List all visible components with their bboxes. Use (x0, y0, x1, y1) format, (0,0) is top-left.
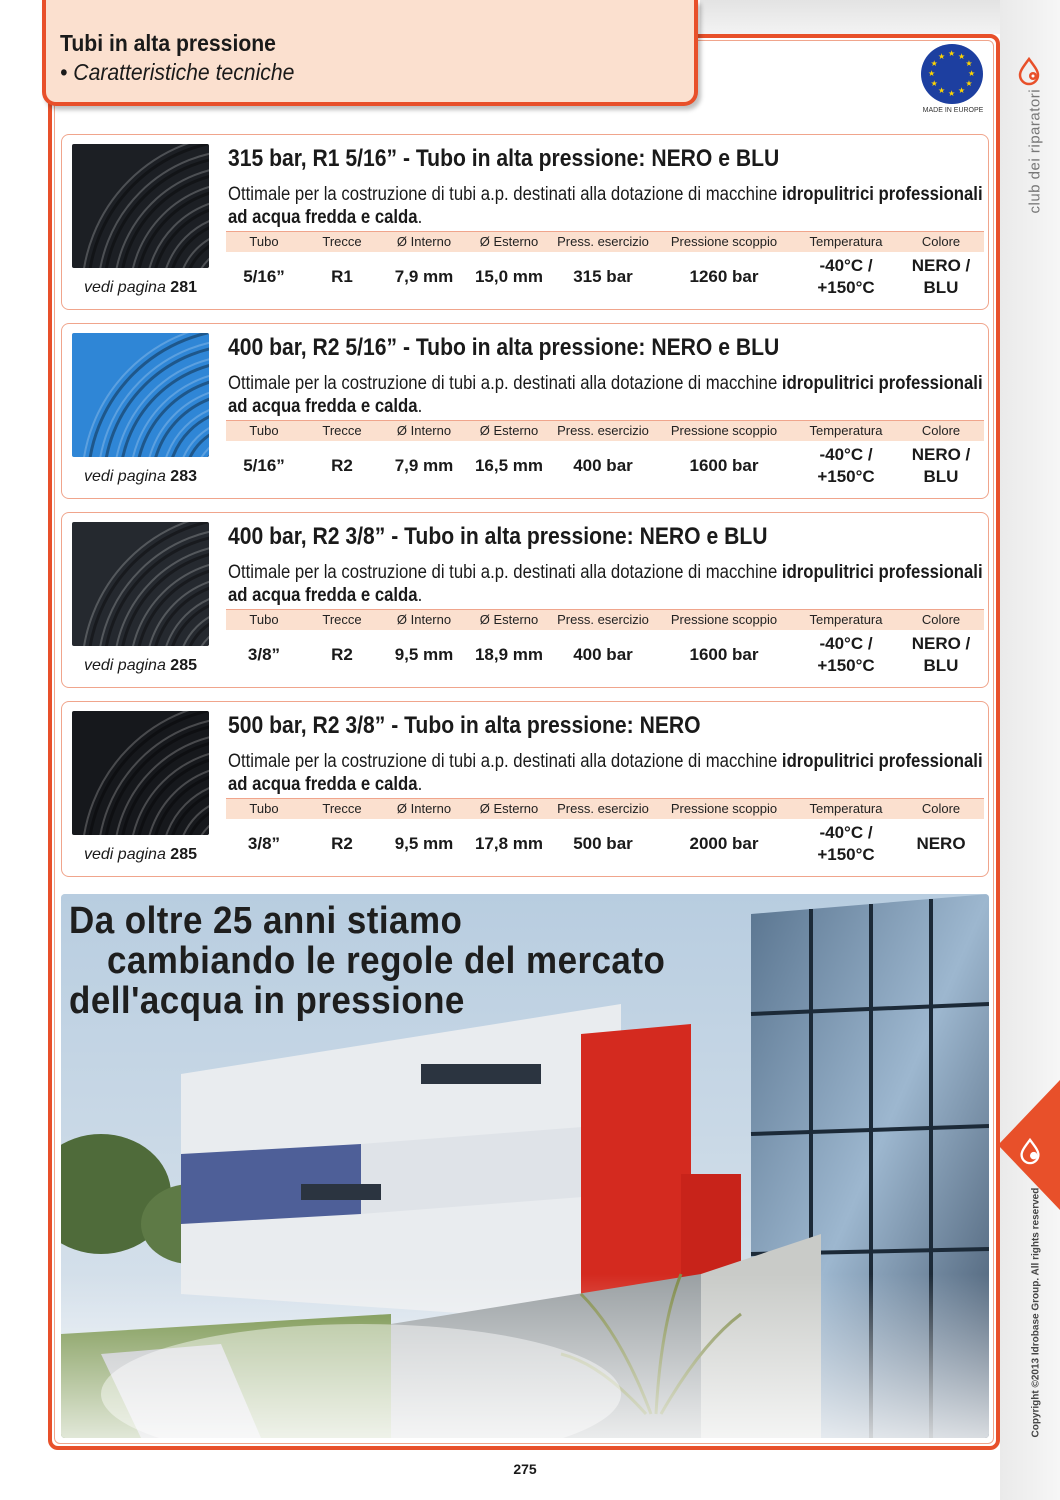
specs-cell-trecce: R2 (331, 644, 353, 664)
specs-row (226, 819, 984, 869)
specs-header-cell: Tubo (226, 610, 302, 630)
eu-star-icon: ★ (958, 86, 966, 96)
product-title: 400 bar, R2 3/8” - Tubo in alta pressione: NERO e BLU (228, 523, 768, 550)
product-description (228, 561, 985, 607)
made-in-europe-label: MADE IN EUROPE (922, 107, 984, 114)
specs-header-cell: Pressione scoppio (654, 799, 794, 819)
specs-header-cell: Pressione scoppio (654, 232, 794, 252)
specs-header-cell: Pressione scoppio (654, 610, 794, 630)
specs-table (226, 231, 984, 302)
specs-header-cell: Ø Interno (382, 799, 466, 819)
slogan-line-3: dell'acqua in pressione (69, 980, 465, 1022)
product-description (228, 750, 985, 796)
hose-coil-image (72, 333, 209, 457)
specs-cell-esercizio: 400 bar (573, 455, 633, 475)
eu-star-icon: ★ (930, 59, 938, 68)
specs-header-cell: Colore (898, 421, 984, 441)
specs-cell-scoppio: 1600 bar (689, 455, 759, 475)
specs-header-cell: Ø Interno (382, 421, 466, 441)
see-page-label: vedi pagina (84, 279, 166, 296)
eu-star-icon: ★ (938, 86, 946, 96)
hose-coil-image (72, 711, 209, 835)
eu-star-icon: ★ (968, 69, 976, 78)
specs-cell-scoppio: 1600 bar (689, 644, 759, 664)
specs-cell-tubo: 3/8” (247, 644, 281, 664)
specs-cell-tubo: 5/16” (243, 455, 285, 475)
specs-header-row (226, 232, 984, 252)
specs-cell-tubo: 3/8” (247, 833, 281, 853)
specs-header-cell: Tubo (226, 799, 302, 819)
specs-row (226, 630, 984, 680)
specs-cell-colore: NERO (916, 833, 966, 853)
hose-coil-image (72, 522, 209, 646)
description-end: . (417, 396, 423, 417)
hose-coil-image (72, 144, 209, 268)
specs-table (226, 420, 984, 491)
copyright-text: Copyright ©2013 Idrobase Group. All rights reserved (1030, 1187, 1042, 1438)
brand-vertical (1016, 80, 1046, 220)
description-end: . (417, 774, 423, 795)
specs-header-cell: Ø Esterno (466, 232, 552, 252)
specs-header-cell: Pressione scoppio (654, 421, 794, 441)
see-page-number: 281 (170, 279, 197, 296)
page-subtitle: • Caratteristiche tecniche (60, 59, 295, 85)
product-description (228, 372, 985, 418)
specs-header-cell: Ø Interno (382, 610, 466, 630)
see-page-link[interactable] (72, 468, 209, 486)
specs-cell-trecce: R2 (331, 833, 353, 853)
product-title: 400 bar, R2 5/16” - Tubo in alta pressione: NERO e BLU (228, 334, 780, 361)
specs-header-cell: Ø Esterno (466, 421, 552, 441)
slogan-line-2: cambiando le regole del mercato (107, 940, 666, 982)
brand-mark-icon (1016, 1136, 1044, 1166)
specs-cell-esercizio: 500 bar (573, 833, 633, 853)
description-end: . (417, 207, 423, 228)
description-text: Ottimale per la costruzione di tubi a.p. destinati alla dotazione di macchine (228, 562, 782, 583)
specs-cell-interno: 9,5 mm (394, 833, 454, 853)
specs-header-cell: Press. esercizio (552, 610, 654, 630)
brand-text: club dei riparatori (1026, 88, 1044, 214)
specs-header-cell: Press. esercizio (552, 421, 654, 441)
specs-header-cell: Colore (898, 610, 984, 630)
see-page-label: vedi pagina (84, 657, 166, 674)
see-page-number: 283 (170, 468, 197, 485)
specs-cell-esterno: 18,9 mm (474, 644, 544, 664)
see-page-label: vedi pagina (84, 846, 166, 863)
specs-cell-esterno: 15,0 mm (474, 266, 544, 286)
specs-header-cell: Temperatura (794, 232, 898, 252)
product-title: 315 bar, R1 5/16” - Tubo in alta pressione: NERO e BLU (228, 145, 780, 172)
specs-cell-interno: 7,9 mm (394, 266, 454, 286)
see-page-link[interactable] (72, 657, 209, 675)
header-tab (42, 0, 698, 106)
see-page-link[interactable] (72, 846, 209, 864)
product-title: 500 bar, R2 3/8” - Tubo in alta pressione: NERO (228, 712, 701, 739)
specs-table (226, 798, 984, 869)
specs-header-cell: Colore (898, 799, 984, 819)
eu-star-icon: ★ (930, 79, 938, 88)
see-page-label: vedi pagina (84, 468, 166, 485)
top-margin (700, 0, 1000, 34)
product-card (61, 323, 989, 499)
description-text: Ottimale per la costruzione di tubi a.p. destinati alla dotazione di macchine (228, 751, 782, 772)
specs-cell-esterno: 17,8 mm (474, 833, 544, 853)
page-number: 275 (513, 1461, 537, 1477)
specs-row (226, 252, 984, 302)
specs-header-row (226, 421, 984, 441)
specs-header-cell: Temperatura (794, 799, 898, 819)
specs-header-cell: Ø Interno (382, 232, 466, 252)
specs-header-cell: Temperatura (794, 610, 898, 630)
specs-cell-esterno: 16,5 mm (474, 455, 544, 475)
description-text: Ottimale per la costruzione di tubi a.p. destinati alla dotazione di macchine (228, 184, 782, 205)
eu-star-icon: ★ (958, 51, 966, 61)
specs-cell-temperatura: -40°C / +150°C (817, 444, 875, 486)
specs-cell-interno: 9,5 mm (394, 644, 454, 664)
specs-header-cell: Trecce (302, 610, 382, 630)
product-card (61, 134, 989, 310)
eu-star-icon: ★ (928, 69, 936, 78)
description-bold: idropulitrici professionali ad acqua fredda e calda (228, 751, 983, 795)
product-card (61, 512, 989, 688)
specs-header-cell: Tubo (226, 232, 302, 252)
specs-cell-temperatura: -40°C / +150°C (817, 633, 875, 675)
eu-star-icon: ★ (938, 51, 946, 61)
specs-cell-trecce: R2 (331, 455, 353, 475)
product-description (228, 183, 985, 229)
see-page-link[interactable] (72, 279, 209, 297)
eu-star-icon: ★ (965, 79, 973, 88)
specs-row (226, 441, 984, 491)
eu-star-icon: ★ (948, 89, 956, 98)
description-end: . (417, 585, 423, 606)
page-title: Tubi in alta pressione (60, 30, 276, 56)
specs-header-cell: Trecce (302, 421, 382, 441)
see-page-number: 285 (170, 846, 197, 863)
specs-header-cell: Press. esercizio (552, 799, 654, 819)
specs-cell-interno: 7,9 mm (394, 455, 454, 475)
description-bold: idropulitrici professionali ad acqua fredda e calda (228, 373, 983, 417)
specs-header-row (226, 799, 984, 819)
hose-photo (72, 144, 209, 268)
specs-cell-colore: NERO / BLU (911, 444, 971, 486)
specs-cell-scoppio: 2000 bar (689, 833, 759, 853)
specs-cell-esercizio: 400 bar (573, 644, 633, 664)
specs-header-row (226, 610, 984, 630)
specs-cell-esercizio: 315 bar (573, 266, 633, 286)
specs-cell-tubo: 5/16” (243, 266, 285, 286)
specs-header-cell: Tubo (226, 421, 302, 441)
specs-cell-colore: NERO / BLU (911, 633, 971, 675)
specs-header-cell: Ø Esterno (466, 610, 552, 630)
slogan-line-1: Da oltre 25 anni stiamo (69, 900, 463, 942)
hose-photo (72, 522, 209, 646)
specs-header-cell: Press. esercizio (552, 232, 654, 252)
specs-header-cell: Trecce (302, 799, 382, 819)
see-page-number: 285 (170, 657, 197, 674)
hose-photo (72, 333, 209, 457)
specs-header-cell: Ø Esterno (466, 799, 552, 819)
specs-header-cell: Trecce (302, 232, 382, 252)
copyright-vertical (1024, 1187, 1042, 1440)
description-bold: idropulitrici professionali ad acqua fredda e calda (228, 184, 983, 228)
description-bold: idropulitrici professionali ad acqua fredda e calda (228, 562, 983, 606)
hose-photo (72, 711, 209, 835)
eu-star-icon: ★ (948, 49, 956, 58)
specs-cell-temperatura: -40°C / +150°C (817, 822, 875, 864)
specs-table (226, 609, 984, 680)
specs-header-cell: Temperatura (794, 421, 898, 441)
eu-star-icon: ★ (965, 59, 973, 68)
specs-cell-scoppio: 1260 bar (689, 266, 759, 286)
description-text: Ottimale per la costruzione di tubi a.p. destinati alla dotazione di macchine (228, 373, 782, 394)
specs-cell-colore: NERO / BLU (911, 255, 971, 297)
eu-flag-icon (921, 44, 983, 104)
product-card (61, 701, 989, 877)
specs-header-cell: Colore (898, 232, 984, 252)
company-building-photo (61, 894, 989, 1438)
specs-cell-temperatura: -40°C / +150°C (817, 255, 875, 297)
specs-cell-trecce: R1 (331, 266, 353, 286)
